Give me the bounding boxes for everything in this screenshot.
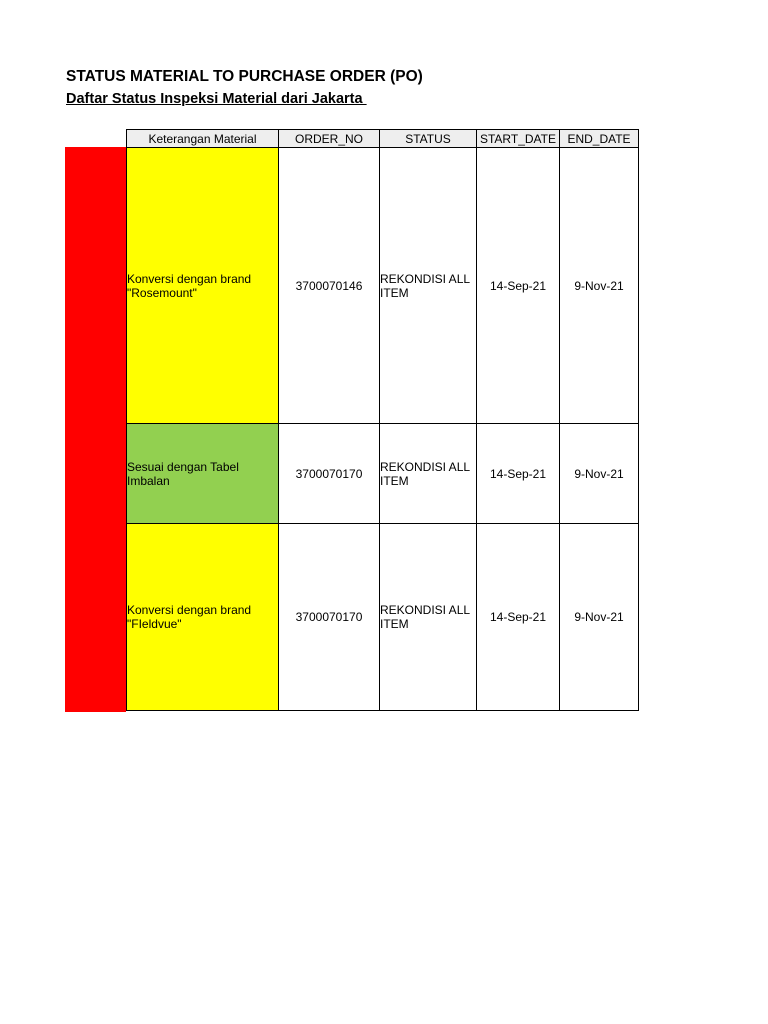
status-cell: REKONDISI ALL ITEM	[380, 524, 477, 711]
document-title: STATUS MATERIAL TO PURCHASE ORDER (PO)	[66, 68, 423, 85]
red-status-band	[65, 147, 126, 712]
start-date-cell: 14-Sep-21	[477, 424, 560, 524]
status-cell: REKONDISI ALL ITEM	[380, 424, 477, 524]
header-status: STATUS	[380, 130, 477, 148]
keterangan-cell: Sesuai dengan Tabel Imbalan	[127, 424, 279, 524]
header-start-date: START_DATE	[477, 130, 560, 148]
order-no-cell: 3700070146	[279, 148, 380, 424]
table-row	[127, 524, 639, 711]
end-date-cell: 9-Nov-21	[560, 148, 639, 424]
document-subtitle: Daftar Status Inspeksi Material dari Jakarta	[66, 91, 367, 107]
keterangan-cell: Konversi dengan brand "Rosemount"	[127, 148, 279, 424]
end-date-cell: 9-Nov-21	[560, 524, 639, 711]
order-no-cell: 3700070170	[279, 424, 380, 524]
header-order-no: ORDER_NO	[279, 130, 380, 148]
start-date-cell: 14-Sep-21	[477, 524, 560, 711]
start-date-cell: 14-Sep-21	[477, 148, 560, 424]
order-no-cell: 3700070170	[279, 524, 380, 711]
header-keterangan-material: Keterangan Material	[127, 130, 279, 148]
keterangan-cell: Konversi dengan brand "FIeldvue"	[127, 524, 279, 711]
header-end-date: END_DATE	[560, 130, 639, 148]
status-cell: REKONDISI ALL ITEM	[380, 148, 477, 424]
table-row	[127, 148, 639, 424]
end-date-cell: 9-Nov-21	[560, 424, 639, 524]
header-row	[127, 130, 639, 148]
status-table	[126, 129, 639, 711]
table-row	[127, 424, 639, 524]
